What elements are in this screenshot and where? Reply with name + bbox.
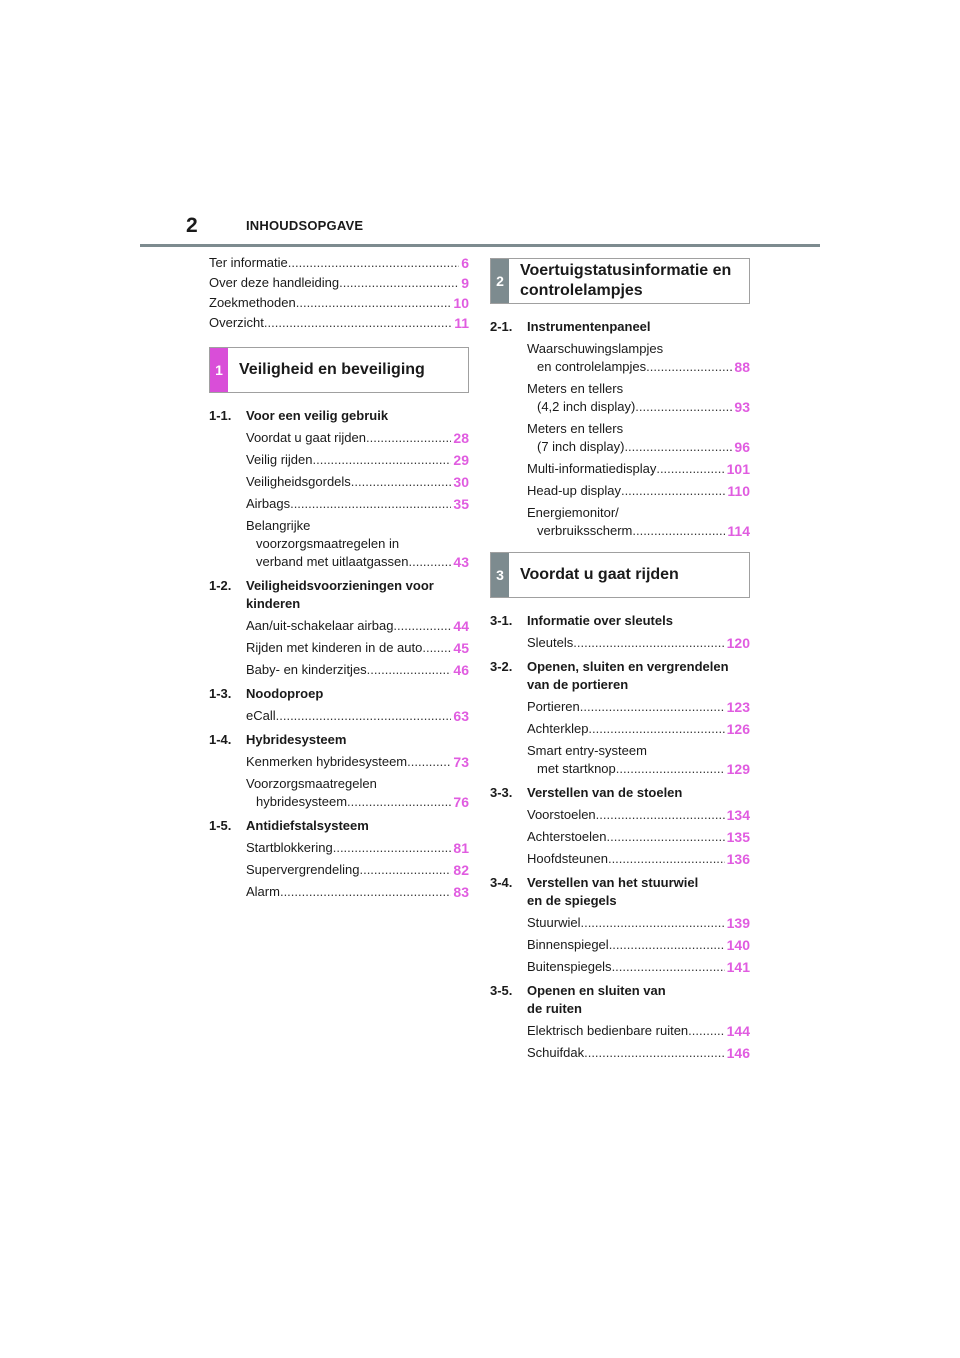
toc-entry[interactable]: Belangrijke voorzorgsmaatregelen in verband met uitlaatgassen ..... 43 bbox=[246, 517, 469, 571]
page-link[interactable]: 93 bbox=[734, 399, 750, 415]
toc-entry[interactable]: Energiemonitor/ verbruiksscherm ..... 114 bbox=[527, 504, 750, 540]
section-tab: 2 bbox=[491, 259, 509, 303]
header-title: INHOUDSOPGAVE bbox=[246, 218, 364, 233]
chapter-3-3 bbox=[490, 784, 750, 868]
chapter-3-2 bbox=[490, 658, 750, 778]
left-column bbox=[209, 253, 469, 901]
toc-entry[interactable]: Sleutels ..... 120 bbox=[527, 634, 750, 652]
page-link[interactable]: 29 bbox=[453, 452, 469, 468]
page-link[interactable]: 141 bbox=[726, 959, 750, 975]
page-link[interactable]: 88 bbox=[734, 359, 750, 375]
leader-dots bbox=[296, 293, 452, 313]
chapter-1-1 bbox=[209, 407, 469, 571]
toc-entry[interactable]: Aan/uit-schakelaar airbag ..... 44 bbox=[246, 617, 469, 635]
chapter-heading[interactable]: 1-5. Antidiefstalsysteem bbox=[209, 818, 369, 833]
page-link[interactable]: 11 bbox=[454, 315, 469, 331]
toc-entry[interactable]: Alarm ..... 83 bbox=[246, 883, 469, 901]
page-link[interactable]: 126 bbox=[726, 721, 750, 737]
page-link[interactable]: 136 bbox=[726, 851, 750, 867]
toc-entry[interactable]: Over deze handleiding ..... 9 bbox=[209, 273, 469, 293]
toc-entry[interactable]: eCall ..... 63 bbox=[246, 707, 469, 725]
page-link[interactable]: 134 bbox=[726, 807, 750, 823]
chapter-3-5 bbox=[490, 982, 750, 1062]
toc-entry[interactable]: Ter informatie ..... 6 bbox=[209, 253, 469, 273]
chapter-heading[interactable]: 3-5. Openen en sluiten van de ruiten bbox=[490, 983, 666, 1016]
chapter-heading[interactable]: 1-2. Veiligheidsvoorzieningen voor kinderen bbox=[209, 578, 434, 611]
toc-entry[interactable]: Achterstoelen ..... 135 bbox=[527, 828, 750, 846]
page-link[interactable]: 43 bbox=[453, 554, 469, 570]
chapter-heading[interactable]: 2-1. Instrumentenpaneel bbox=[490, 319, 651, 334]
toc-entry[interactable]: Veilig rijden ..... 29 bbox=[246, 451, 469, 469]
section-header-3[interactable] bbox=[490, 552, 750, 598]
page-link[interactable]: 30 bbox=[453, 474, 469, 490]
chapter-heading[interactable]: 3-4. Verstellen van het stuurwiel en de spiegels bbox=[490, 875, 699, 908]
page-link[interactable]: 81 bbox=[453, 840, 469, 856]
page-link[interactable]: 44 bbox=[453, 618, 469, 634]
toc-entry[interactable]: Buitenspiegels ..... 141 bbox=[527, 958, 750, 976]
page-link[interactable]: 45 bbox=[453, 640, 469, 656]
toc-entry[interactable]: Veiligheidsgordels ..... 30 bbox=[246, 473, 469, 491]
right-column bbox=[490, 258, 750, 1062]
page-link[interactable]: 144 bbox=[726, 1023, 750, 1039]
leader-dots bbox=[264, 313, 452, 333]
page-link[interactable]: 9 bbox=[461, 275, 469, 291]
header-rule bbox=[140, 244, 820, 247]
chapter-heading[interactable]: 1-3. Noodoproep bbox=[209, 686, 324, 701]
toc-entry[interactable]: Smart entry-systeem met startknop ..... 129 bbox=[527, 742, 750, 778]
toc-entry[interactable]: Voordat u gaat rijden ..... 28 bbox=[246, 429, 469, 447]
toc-entry[interactable]: Zoekmethoden ..... 10 bbox=[209, 293, 469, 313]
toc-entry[interactable]: Supervergrendeling ..... 82 bbox=[246, 861, 469, 879]
chapter-1-4 bbox=[209, 731, 469, 811]
chapter-heading[interactable]: 1-1. Voor een veilig gebruik bbox=[209, 408, 389, 423]
page-link[interactable]: 82 bbox=[453, 862, 469, 878]
toc-entry[interactable]: Meters en tellers (4,2 inch display) ..... 93 bbox=[527, 380, 750, 416]
page-link[interactable]: 28 bbox=[453, 430, 469, 446]
toc-entry[interactable]: Portieren ..... 123 bbox=[527, 698, 750, 716]
toc-entry[interactable]: Schuifdak ..... 146 bbox=[527, 1044, 750, 1062]
page-link[interactable]: 114 bbox=[727, 523, 750, 539]
page-link[interactable]: 63 bbox=[453, 708, 469, 724]
toc-entry[interactable]: Hoofdsteunen ..... 136 bbox=[527, 850, 750, 868]
page-link[interactable]: 10 bbox=[453, 295, 469, 311]
toc-entry[interactable]: Multi-informatiedisplay ..... 101 bbox=[527, 460, 750, 478]
section-tab: 1 bbox=[210, 348, 228, 392]
chapter-1-2 bbox=[209, 577, 469, 679]
toc-entry[interactable]: Kenmerken hybridesysteem ..... 73 bbox=[246, 753, 469, 771]
toc-entry[interactable]: Stuurwiel ..... 139 bbox=[527, 914, 750, 932]
page-link[interactable]: 110 bbox=[727, 483, 750, 499]
chapter-1-5 bbox=[209, 817, 469, 901]
page-link[interactable]: 101 bbox=[726, 461, 750, 477]
leader-dots bbox=[288, 253, 459, 273]
toc-entry[interactable]: Meters en tellers (7 inch display) ..... 96 bbox=[527, 420, 750, 456]
section-title: Voordat u gaat rijden bbox=[520, 566, 679, 583]
section-header-1[interactable] bbox=[209, 347, 469, 393]
page-link[interactable]: 135 bbox=[726, 829, 750, 845]
page-link[interactable]: 83 bbox=[453, 884, 469, 900]
page-number: 2 bbox=[186, 214, 198, 237]
page-link[interactable]: 139 bbox=[726, 915, 750, 931]
chapter-heading[interactable]: 3-3. Verstellen van de stoelen bbox=[490, 785, 683, 800]
page-link[interactable]: 6 bbox=[461, 255, 469, 271]
toc-entry[interactable]: Rijden met kinderen in de auto ..... 45 bbox=[246, 639, 469, 657]
chapter-heading[interactable]: 3-1. Informatie over sleutels bbox=[490, 613, 673, 628]
page-link[interactable]: 146 bbox=[726, 1045, 750, 1061]
toc-entry[interactable]: Waarschuwingslampjes en controlelampjes ..... 88 bbox=[527, 340, 750, 376]
chapter-3-1 bbox=[490, 612, 750, 652]
chapter-heading[interactable]: 1-4. Hybridesysteem bbox=[209, 732, 347, 747]
toc-entry[interactable]: Startblokkering ..... 81 bbox=[246, 839, 469, 857]
toc-entry[interactable]: Overzicht ..... 11 bbox=[209, 313, 469, 333]
page-link[interactable]: 96 bbox=[734, 439, 750, 455]
page-header bbox=[140, 214, 820, 248]
page-link[interactable]: 129 bbox=[726, 761, 750, 777]
intro-list bbox=[209, 253, 469, 333]
page-link[interactable]: 35 bbox=[453, 496, 469, 512]
toc-entry[interactable]: Head-up display ..... 110 bbox=[527, 482, 750, 500]
page-link[interactable]: 76 bbox=[453, 794, 469, 810]
chapter-1-3 bbox=[209, 685, 469, 725]
page-link[interactable]: 73 bbox=[453, 754, 469, 770]
toc-entry[interactable]: Airbags ..... 35 bbox=[246, 495, 469, 513]
toc-entry[interactable]: Baby- en kinderzitjes ..... 46 bbox=[246, 661, 469, 679]
section-header-2[interactable] bbox=[490, 258, 750, 304]
toc-entry[interactable]: Achterklep ..... 126 bbox=[527, 720, 750, 738]
page-link[interactable]: 120 bbox=[726, 635, 750, 651]
page-link[interactable]: 123 bbox=[726, 699, 750, 715]
page-link[interactable]: 46 bbox=[453, 662, 469, 678]
page-link[interactable]: 140 bbox=[726, 937, 750, 953]
leader-dots bbox=[339, 273, 459, 293]
toc-entry[interactable]: Binnenspiegel ..... 140 bbox=[527, 936, 750, 954]
toc-entry[interactable]: Elektrisch bedienbare ruiten ..... 144 bbox=[527, 1022, 750, 1040]
chapter-3-4 bbox=[490, 874, 750, 976]
section-tab: 3 bbox=[491, 553, 509, 597]
chapter-heading[interactable]: 3-2. Openen, sluiten en vergrendelen van de portieren bbox=[490, 659, 729, 692]
chapter-2-1 bbox=[490, 318, 750, 540]
toc-entry[interactable]: Voorzorgsmaatregelen hybridesysteem ..... 76 bbox=[246, 775, 469, 811]
section-title: Voertuigstatusinformatie en controlelampjes bbox=[520, 262, 732, 299]
section-title: Veiligheid en beveiliging bbox=[239, 361, 425, 378]
toc-entry[interactable]: Voorstoelen ..... 134 bbox=[527, 806, 750, 824]
